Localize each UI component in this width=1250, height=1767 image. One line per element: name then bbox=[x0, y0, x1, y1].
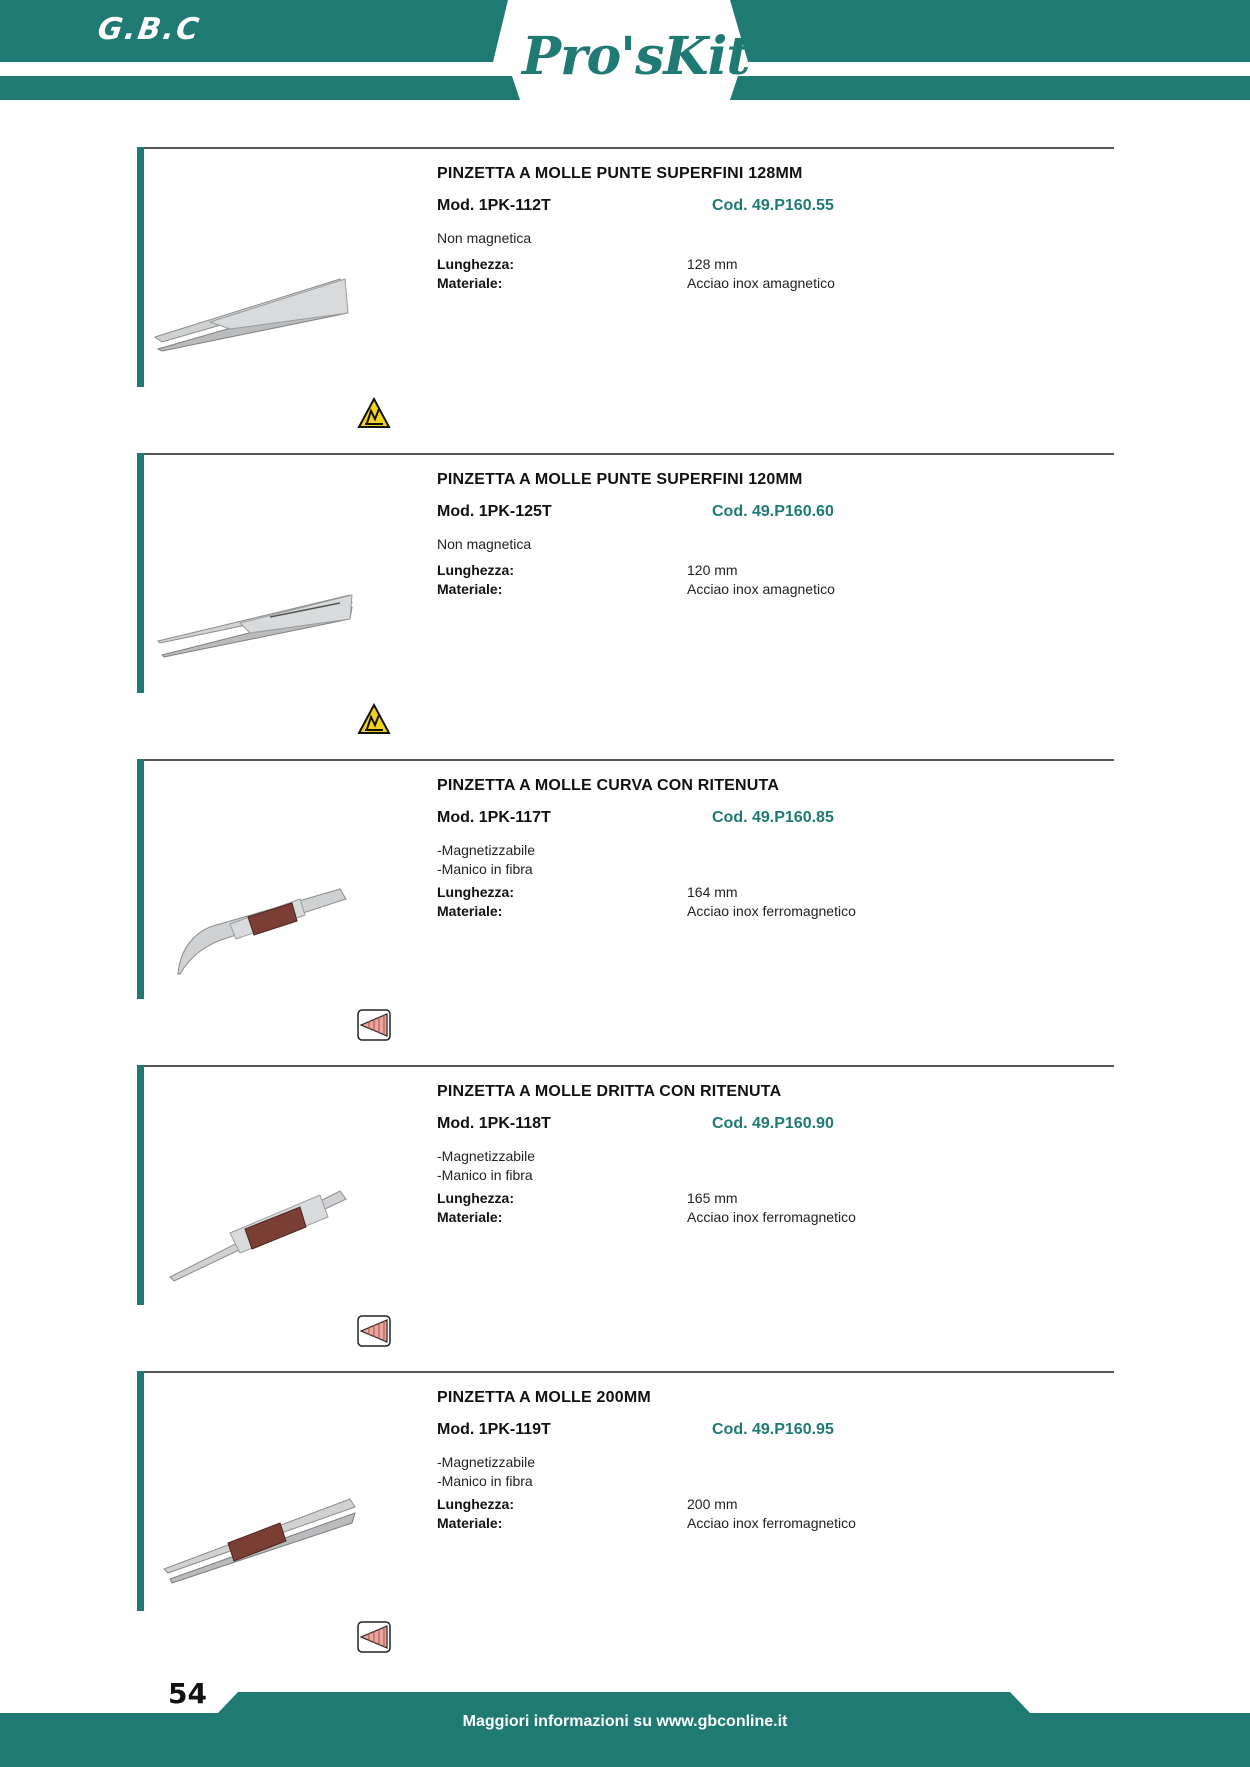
spec-row bbox=[437, 1495, 937, 1514]
spec-value: Acciao inox ferromagnetico bbox=[687, 903, 856, 919]
product-title: PINZETTA A MOLLE PUNTE SUPERFINI 120MM bbox=[437, 471, 803, 488]
spec-label: Materiale: bbox=[437, 581, 503, 597]
spec-row bbox=[437, 580, 937, 599]
section-accent-bar bbox=[137, 1065, 144, 1305]
section-accent-bar bbox=[137, 147, 144, 387]
product-model: Mod. 1PK-125T bbox=[437, 503, 552, 520]
spec-label: Lunghezza: bbox=[437, 1190, 514, 1206]
product-specs bbox=[437, 1189, 937, 1227]
tip-icon bbox=[357, 1621, 391, 1653]
product-note: -Magnetizzabile bbox=[437, 1148, 536, 1164]
product-section bbox=[0, 1371, 1250, 1661]
product-model: Mod. 1PK-119T bbox=[437, 1421, 551, 1438]
section-divider bbox=[137, 1065, 1114, 1067]
tip-icon bbox=[357, 1315, 391, 1347]
product-notes bbox=[437, 841, 535, 879]
section-divider bbox=[137, 453, 1114, 455]
product-section bbox=[0, 147, 1250, 437]
product-specs bbox=[437, 255, 937, 293]
proskit-logo bbox=[522, 26, 764, 87]
product-notes bbox=[437, 229, 531, 248]
product-note: Non magnetica bbox=[437, 230, 532, 246]
section-divider bbox=[137, 147, 1114, 149]
product-code: Cod. 49.P160.60 bbox=[712, 503, 834, 520]
tweezers-photo bbox=[150, 1441, 370, 1591]
product-note: -Magnetizzabile bbox=[437, 1454, 536, 1470]
spec-value: Acciao inox amagnetico bbox=[687, 275, 835, 291]
product-note: -Manico in fibra bbox=[437, 1473, 533, 1489]
footer-website-text: Maggiori informazioni su www.gbconline.it bbox=[462, 1713, 788, 1730]
product-title: PINZETTA A MOLLE CURVA CON RITENUTA bbox=[437, 777, 780, 794]
tweezers-photo bbox=[150, 1135, 370, 1285]
spec-label: Lunghezza: bbox=[437, 1496, 514, 1512]
section-accent-bar bbox=[137, 453, 144, 693]
product-code: Cod. 49.P160.90 bbox=[712, 1115, 834, 1132]
spec-row bbox=[437, 883, 937, 902]
spec-label: Materiale: bbox=[437, 1209, 503, 1225]
product-model: Mod. 1PK-118T bbox=[437, 1115, 551, 1132]
product-code: Cod. 49.P160.95 bbox=[712, 1421, 834, 1438]
spec-value: Acciao inox amagnetico bbox=[687, 581, 835, 597]
product-code: Cod. 49.P160.85 bbox=[712, 809, 834, 826]
spec-value: 120 mm bbox=[687, 562, 738, 578]
page-number: 54 bbox=[168, 1677, 207, 1710]
product-specs bbox=[437, 561, 937, 599]
product-section bbox=[0, 453, 1250, 743]
product-code: Cod. 49.P160.55 bbox=[712, 197, 834, 214]
product-notes bbox=[437, 535, 531, 554]
tweezers-photo bbox=[150, 217, 370, 367]
product-note: Non magnetica bbox=[437, 536, 532, 552]
product-section bbox=[0, 759, 1250, 1049]
product-notes bbox=[437, 1453, 535, 1491]
spec-value: 164 mm bbox=[687, 884, 738, 900]
spec-label: Lunghezza: bbox=[437, 884, 514, 900]
product-title: PINZETTA A MOLLE 200MM bbox=[437, 1389, 651, 1406]
brand-logo-text: Pro'sKit bbox=[522, 26, 750, 87]
spec-value: 128 mm bbox=[687, 256, 738, 272]
product-note: -Manico in fibra bbox=[437, 1167, 533, 1183]
esd-warning-icon bbox=[357, 703, 391, 735]
spec-row bbox=[437, 274, 937, 293]
product-section bbox=[0, 1065, 1250, 1355]
spec-value: 200 mm bbox=[687, 1496, 738, 1512]
spec-value: Acciao inox ferromagnetico bbox=[687, 1209, 856, 1225]
spec-row bbox=[437, 1208, 937, 1227]
spec-row bbox=[437, 902, 937, 921]
registered-mark: ® bbox=[749, 40, 765, 59]
section-accent-bar bbox=[137, 1371, 144, 1611]
product-note: -Manico in fibra bbox=[437, 861, 533, 877]
spec-label: Lunghezza: bbox=[437, 562, 514, 578]
tweezers-photo bbox=[150, 829, 370, 979]
spec-value: Acciao inox ferromagnetico bbox=[687, 1515, 856, 1531]
product-model: Mod. 1PK-117T bbox=[437, 809, 551, 826]
product-note: -Magnetizzabile bbox=[437, 842, 536, 858]
spec-label: Materiale: bbox=[437, 1515, 503, 1531]
spec-row bbox=[437, 255, 937, 274]
spec-row bbox=[437, 1514, 937, 1533]
section-divider bbox=[137, 759, 1114, 761]
product-title: PINZETTA A MOLLE PUNTE SUPERFINI 128MM bbox=[437, 165, 803, 182]
product-title: PINZETTA A MOLLE DRITTA CON RITENUTA bbox=[437, 1083, 782, 1100]
spec-row bbox=[437, 561, 937, 580]
spec-value: 165 mm bbox=[687, 1190, 738, 1206]
esd-warning-icon bbox=[357, 397, 391, 429]
product-notes bbox=[437, 1147, 535, 1185]
product-specs bbox=[437, 1495, 937, 1533]
page-header bbox=[0, 0, 1250, 105]
tip-icon bbox=[357, 1009, 391, 1041]
spec-label: Lunghezza: bbox=[437, 256, 514, 272]
spec-row bbox=[437, 1189, 937, 1208]
tweezers-photo bbox=[150, 523, 370, 673]
section-accent-bar bbox=[137, 759, 144, 999]
product-specs bbox=[437, 883, 937, 921]
gbc-logo: G.B.C bbox=[95, 12, 203, 47]
section-divider bbox=[137, 1371, 1114, 1373]
spec-label: Materiale: bbox=[437, 903, 503, 919]
spec-label: Materiale: bbox=[437, 275, 503, 291]
product-model: Mod. 1PK-112T bbox=[437, 197, 551, 214]
